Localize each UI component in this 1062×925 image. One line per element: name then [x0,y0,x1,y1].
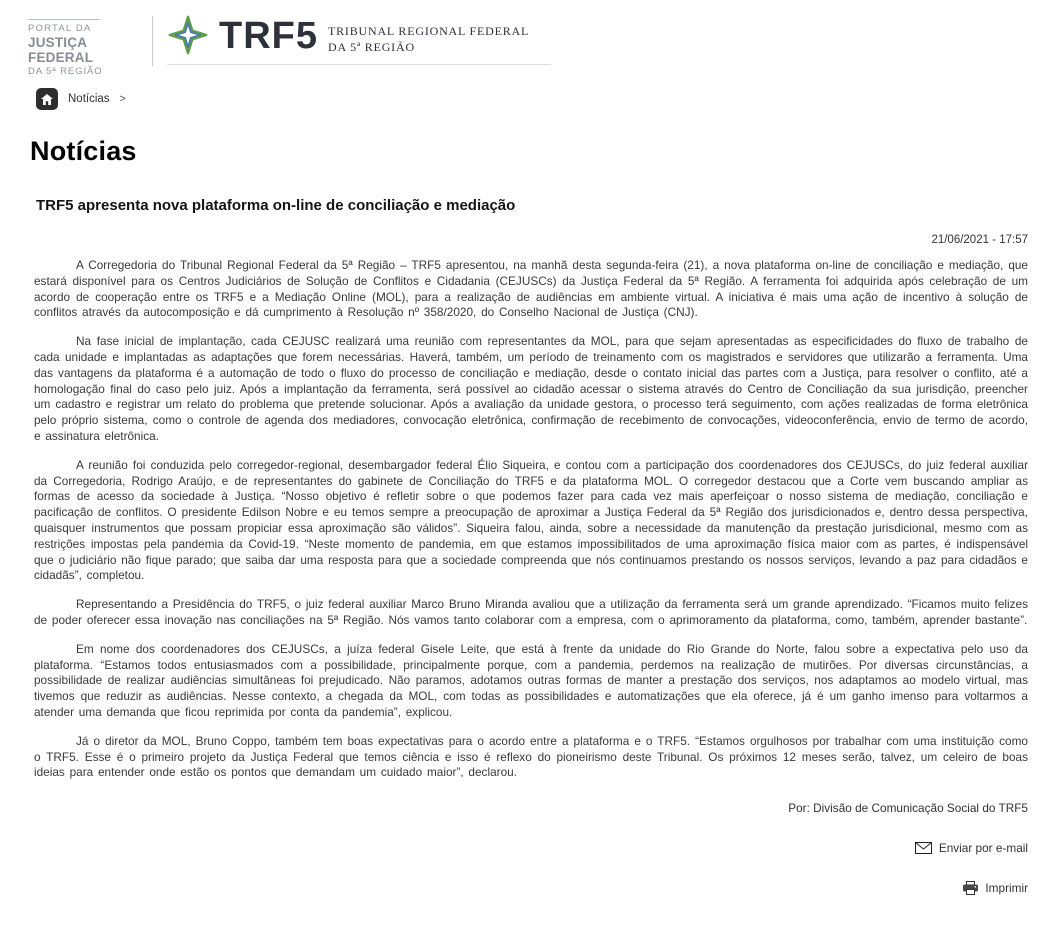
send-email-label: Enviar por e-mail [938,841,1028,856]
news-article [34,197,1028,895]
portal-logo-line1: PORTAL DA [28,19,100,34]
breadcrumb-noticias[interactable]: Notícias [68,93,110,105]
email-icon [915,842,932,854]
article-paragraph: Na fase inicial de implantação, cada CEJUSC realizará uma reunião com representantes da MOL, para que sejam apresentadas as especificidades do fluxo de trabalho de cada unidade e implantadas as adaptações que forem necessárias. Haverá, também, um período de treinamento com os magistrados e servidores que utilizarão a ferramenta. Uma das vantagens da plataforma é a automação de todo o fluxo do processo de conciliação e mediação, desde o contato inicial das partes com a Justiça, para resolver o conflito, até a homologação final do caso pelo juiz. Após a implantação da ferramenta, será possível ao cidadão acessar o sistema através do Centro de Conciliação da sua jurisdição, preencher um cadastro e registrar um relato do problema que pretende solucionar. Após a avaliação da unidade gestora, o processo terá seguimento, com ações realizadas de forma eletrônica pelo próprio sistema, como o controle de agenda dos mediadores, convocação eletrônica, confirmação de recebimento de convocações, videoconferência, envio de termo de acordo, e assinatura eletrônica. [34,334,1028,443]
page-title: Notícias [30,136,137,166]
trf5-acronym: TRF5 [219,15,318,57]
home-icon [41,94,53,105]
article-title: TRF5 apresenta nova plataforma on-line de conciliação e mediação [36,197,516,214]
trf5-logo[interactable] [167,14,551,65]
site-header [0,0,1062,77]
portal-logo-line3: DA 5ª REGIÃO [28,66,103,77]
portal-logo-line2: JUSTIÇA FEDERAL [28,35,94,65]
article-main [0,197,1062,925]
article-byline: Por: Divisão de Comunicação Social do TRF5 [788,801,1028,816]
print-button[interactable] [34,881,1028,895]
article-paragraph: Já o diretor da MOL, Bruno Coppo, também tem boas expectativas para o acordo entre a plataforma e o TRF5. “Estamos orgulhosos por trabalhar com uma instituição como o TRF5. Esse é o primeiro projeto da Justiça Federal que temos ciência e isso é reflexo do pioneirismo deste Tribunal. Os próximos 12 meses serão, talvez, um celeiro de boas ideias para entender onde estão os pontos que demandam um cuidado maior”, declarou. [34,733,1028,780]
article-paragraph: A reunião foi conduzida pelo corregedor-regional, desembargador federal Élio Siqueira, e contou com a participação dos coordenadores dos CEJUSCs, do juiz federal auxiliar da Corregedoria, Rodrigo Araújo, e de representantes do gabinete de Conciliação do TRF5 e da plataforma MOL. O corregedor destacou que a Corte vem buscando ampliar as formas de acesso da sociedade à Justiça. “Nosso objetivo é refletir sobre o que podemos fazer para cada vez mais aperfeiçoar o nosso sistema de mediação, conciliação e pacificação de conflitos. O presidente Edilson Nobre e eu temos sempre a preocupação de aproximar a Justiça Federal da 5ª Região dos jurisdicionados e, dentro dessa perspectiva, quaisquer instrumentos que possam propiciar essa aproximação são válidos”. Siqueira falou, ainda, sobre a necessidade da manutenção da prestação jurisdicional, mesmo com as restrições impostas pela pandemia da Covid-19. “Neste momento de pandemia, em que estamos impossibilitados de uma aproximação física maior com as partes, é indispensável que o judiciário não fique parado; que saiba dar uma resposta para que a sociedade compreenda que nós continuamos prestando os nossos serviços, levando a paz para cidadãos e cidadãs”, completou. [34,457,1028,583]
print-icon [963,881,978,895]
article-date: 21/06/2021 - 17:57 [931,234,1028,246]
home-button[interactable] [36,88,58,110]
trf5-tagline [328,15,529,55]
send-email-button[interactable] [34,841,1028,855]
article-paragraph: A Corregedoria do Tribunal Regional Federal da 5ª Região – TRF5 apresentou, na manhã desta segunda-feira (21), a nova plataforma on-line de conciliação e mediação, que estará disponível para os Centros Judiciários de Solução de Conflitos e Cidadania (CEJUSCs) da Justiça Federal da 5ª Região. A ferramenta foi adquirida após celebração de um acordo de cooperação entre os TRF5 e a Mediação Online (MOL), para a realização de audiências em ambiente virtual. A iniciativa é mais uma ação de incentivo à solução de conflitos através da autocomposição e dá cumprimento à Resolução nº 358/2020, do Conselho Nacional de Justiça (CNJ). [34,258,1028,320]
header-divider [152,16,153,66]
print-label: Imprimir [985,881,1028,896]
trf5-star-icon [167,14,209,56]
portal-justica-federal-logo[interactable] [28,14,146,77]
breadcrumb [36,88,1062,110]
chevron-right-icon: > [119,93,126,105]
trf5-tagline-line1: TRIBUNAL REGIONAL FEDERAL [328,23,530,38]
trf5-tagline-line2: DA 5ª REGIÃO [328,40,415,54]
article-paragraph: Em nome dos coordenadores dos CEJUSCs, a juíza federal Gisele Leite, que está à frente da unidade do Rio Grande do Norte, falou sobre a expectativa pelo uso da plataforma. “Estamos todos entusiasmados com a possibilidade, principalmente porque, com a pandemia, perdemos na realização de mutirões. Por diversas circunstâncias, a possibilidade de realizar audiências simultâneas foi prejudicado. Não paramos, adotamos outras formas de manter a prestação dos serviços, nos adaptamos ao modelo virtual, mas tivemos que reduzir as audiências. Nesse contexto, a chegada da MOL, com todas as possibilidades e automatizações que ela oferece, já é um ganho imenso para voltarmos a atender uma demanda que ficou reprimida por conta da pandemia”, explicou. [34,641,1028,719]
article-paragraph: Representando a Presidência do TRF5, o juiz federal auxiliar Marco Bruno Miranda avaliou que a utilização da ferramenta será um grande aprendizado. “Ficamos muito felizes de poder oferecer essa inovação nas conciliações na 5ª Região. Nós vamos tanto colaborar com a empresa, com o aprimoramento da plataforma, como, também, aprender bastante”. [34,597,1028,627]
